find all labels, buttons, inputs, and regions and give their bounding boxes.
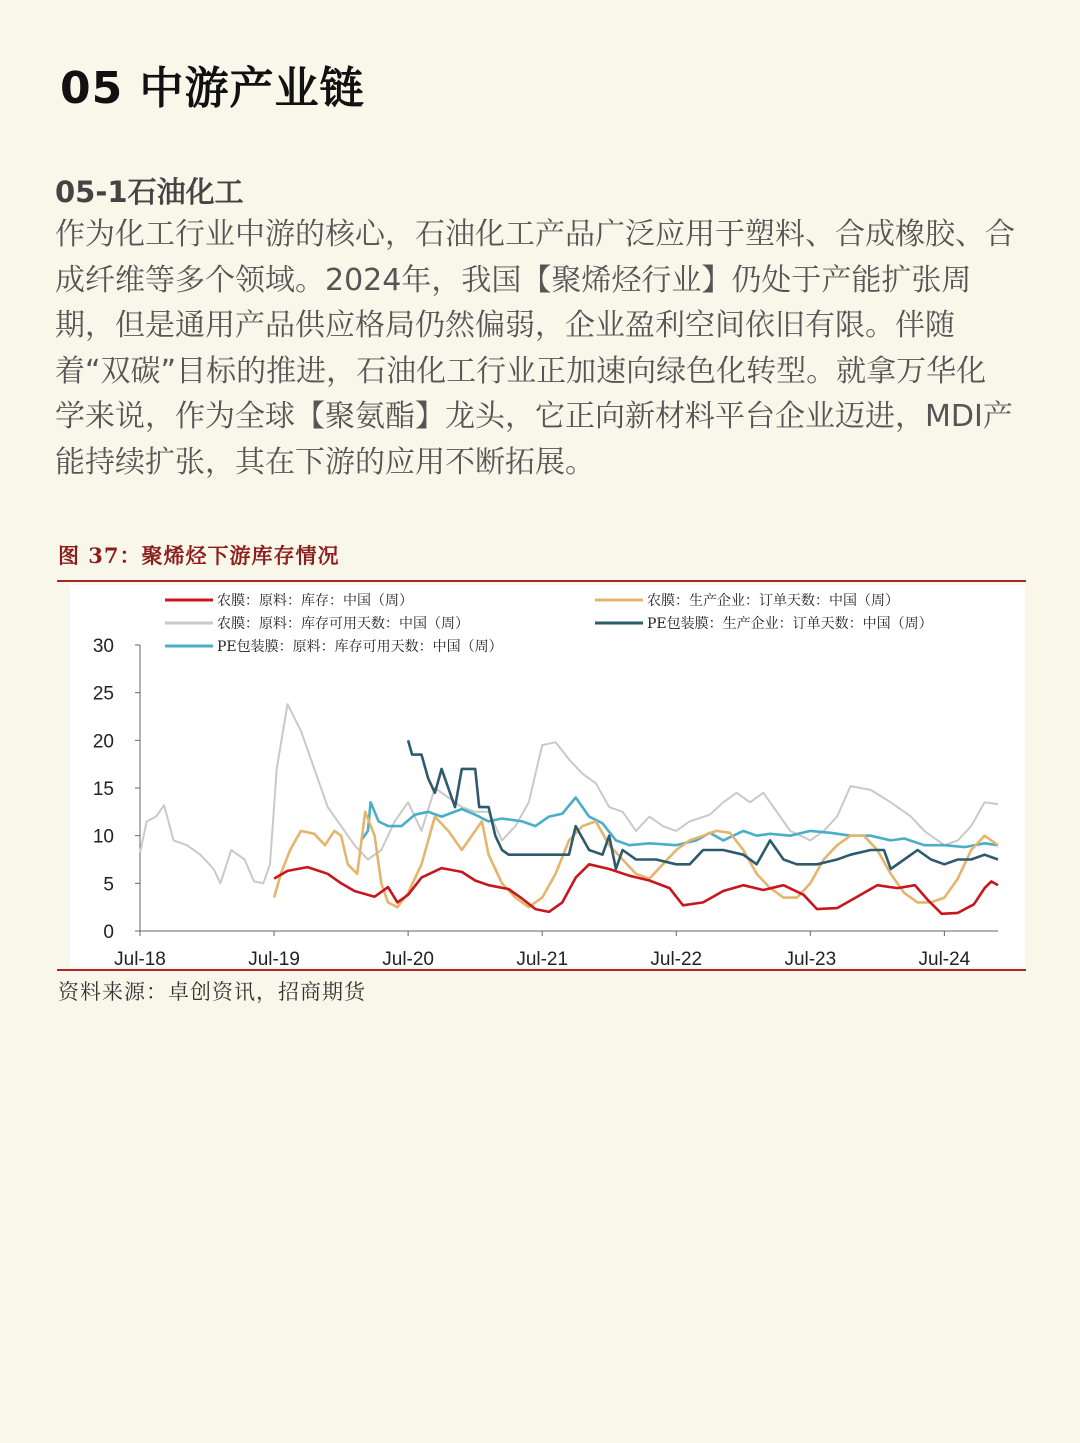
y-tick-label: 30 <box>92 636 114 657</box>
x-tick-label: Jul-23 <box>784 949 837 967</box>
x-tick-label: Jul-19 <box>248 949 300 967</box>
figure-top-rule <box>57 580 1026 582</box>
legend-label-1: 农膜：原料：库存：中国（周） <box>217 593 413 609</box>
section-subtitle: 05-1石油化工 <box>55 175 244 209</box>
x-tick-label: Jul-21 <box>516 949 569 967</box>
series-line-5 <box>408 740 998 869</box>
x-tick-label: Jul-24 <box>918 949 971 967</box>
chart-container <box>70 585 1025 967</box>
x-tick-label: Jul-22 <box>650 949 703 967</box>
figure-title: 图 37：聚烯烃下游库存情况 <box>58 543 340 568</box>
inventory-line-chart <box>70 585 1025 967</box>
y-tick-label: 0 <box>103 922 114 943</box>
legend-label-5: PE包装膜：生产企业：订单天数：中国（周） <box>647 616 933 632</box>
figure-bottom-rule <box>57 969 1026 971</box>
x-tick-label: Jul-20 <box>382 949 434 967</box>
legend-label-2: 农膜：原料：库存可用天数：中国（周） <box>217 616 469 632</box>
figure-source: 资料来源：卓创资讯，招商期货 <box>58 980 366 1004</box>
x-tick-label: Jul-18 <box>114 949 166 967</box>
page-title: 05 中游产业链 <box>60 63 365 114</box>
y-tick-label: 25 <box>92 683 114 705</box>
series-line-3 <box>361 798 998 848</box>
y-tick-label: 5 <box>103 874 114 896</box>
section-paragraph: 作为化工行业中游的核心，石油化工产品广泛应用于塑料、合成橡胶、合成纤维等多个领域。2024年，我国【聚烯烃行业】仍处于产能扩张周期，但是通用产品供应格局仍然偏弱，企业盈利空间依旧有限。伴随着“双碳”目标的推进，石油化工行业正加速向绿色化转型。就拿万华化学来说，作为全球【聚氨酯】龙头，它正向新材料平台企业迈进，MDI产能持续扩张，其在下游的应用不断拓展。 <box>55 217 1015 480</box>
y-tick-label: 15 <box>92 779 114 800</box>
y-tick-label: 20 <box>92 731 114 753</box>
y-tick-label: 10 <box>92 826 114 848</box>
legend-label-3: PE包装膜：原料：库存可用天数：中国（周） <box>217 639 503 655</box>
series-line-2 <box>140 704 998 883</box>
legend-label-4: 农膜：生产企业：订单天数：中国（周） <box>647 593 899 609</box>
